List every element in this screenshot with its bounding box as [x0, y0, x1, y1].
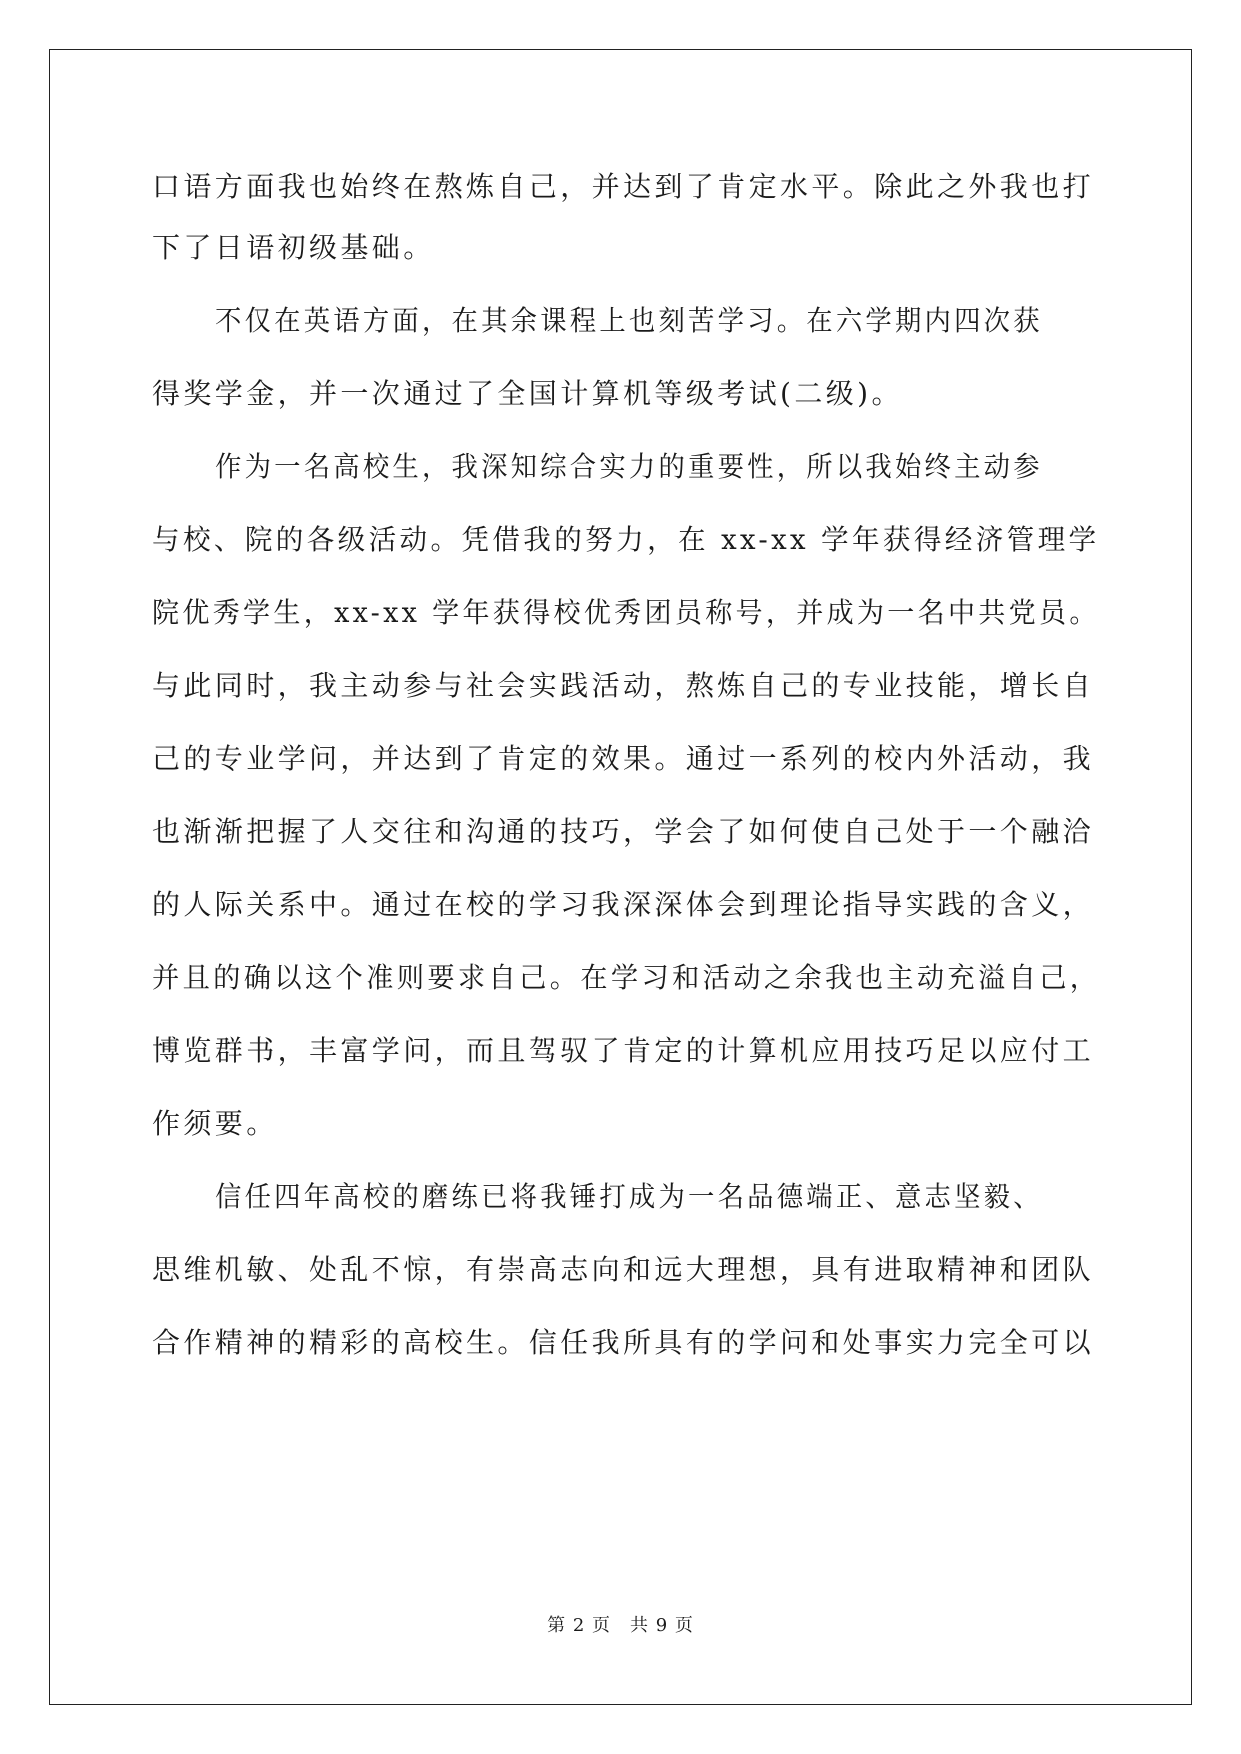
paragraph-line-5: 作为一名高校生，我深知综合实力的重要性，所以我始终主动参 [215, 450, 1043, 483]
paragraph-line-4: 得奖学金，并一次通过了全国计算机等级考试(二级)。 [152, 377, 903, 410]
page-border [49, 49, 1192, 1705]
paragraph-line-14: 作须要。 [152, 1107, 278, 1140]
paragraph-line-2: 下了日语初级基础。 [152, 231, 435, 264]
paragraph-line-10: 也渐渐把握了人交往和沟通的技巧，学会了如何使自己处于一个融洽 [152, 815, 1095, 848]
paragraph-line-12: 并且的确以这个准则要求自己。在学习和活动之余我也主动充溢自己， [152, 961, 1101, 994]
paragraph-line-9: 己的专业学问，并达到了肯定的效果。通过一系列的校内外活动，我 [152, 742, 1095, 775]
paragraph-line-16: 思维机敏、处乱不惊，有崇高志向和远大理想，具有进取精神和团队 [152, 1253, 1095, 1286]
paragraph-line-17: 合作精神的精彩的高校生。信任我所具有的学问和处事实力完全可以 [152, 1326, 1095, 1359]
paragraph-line-13: 博览群书，丰富学问，而且驾驭了肯定的计算机应用技巧足以应付工 [152, 1034, 1095, 1067]
paragraph-line-6: 与校、院的各级活动。凭借我的努力，在 xx-xx 学年获得经济管理学 [152, 523, 1100, 556]
paragraph-line-15: 信任四年高校的磨练已将我锤打成为一名品德端正、意志坚毅、 [215, 1180, 1043, 1213]
paragraph-line-1: 口语方面我也始终在熬炼自己，并达到了肯定水平。除此之外我也打 [152, 170, 1095, 203]
paragraph-line-7: 院优秀学生，xx-xx 学年获得校优秀团员称号，并成为一名中共党员。 [152, 596, 1100, 629]
paragraph-line-8: 与此同时，我主动参与社会实践活动，熬炼自己的专业技能，增长自 [152, 669, 1095, 702]
paragraph-line-3: 不仅在英语方面，在其余课程上也刻苦学习。在六学期内四次获 [215, 304, 1043, 337]
paragraph-line-11: 的人际关系中。通过在校的学习我深深体会到理论指导实践的含义， [152, 888, 1095, 921]
page-number-footer: 第 2 页 共 9 页 [547, 1615, 694, 1636]
